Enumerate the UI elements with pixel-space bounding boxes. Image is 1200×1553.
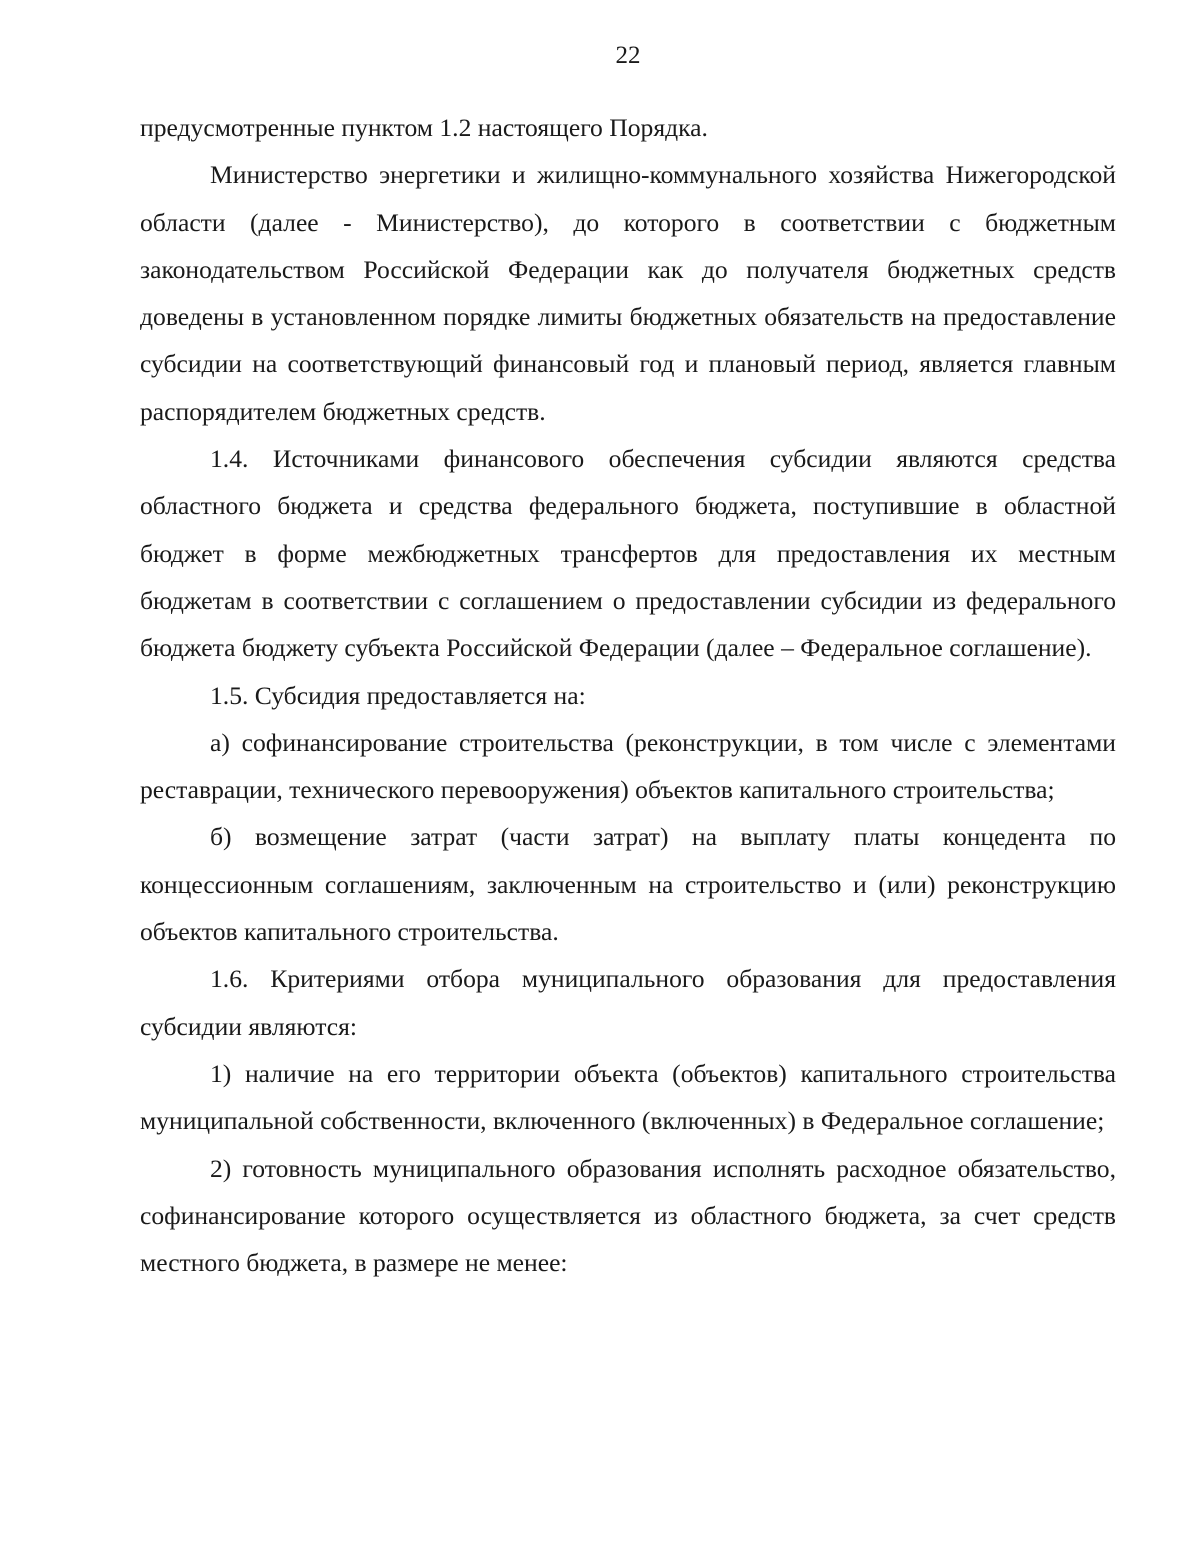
paragraph-1-6-2: 2) готовность муниципального образования исполнять расходное обязательство, софинансирование которого осуществляется из областного бюджета, за счет средств местного бюджета, в размере не менее: (140, 1153, 1116, 1278)
paragraph-1-5-a: а) софинансирование строительства (реконструкции, в том числе с элементами реставрации, технического перевооружения) объектов капитального строительства; (140, 727, 1116, 805)
paragraph-1-6-1: 1) наличие на его территории объекта (объектов) капитального строительства муниципальной собственности, включенного (включенных) в Федеральное соглашение; (140, 1058, 1116, 1136)
paragraph-continuation: предусмотренные пунктом 1.2 настоящего Порядка. (140, 113, 708, 142)
paragraph-1-5-b: б) возмещение затрат (части затрат) на выплату платы концедента по концессионным соглашениям, заключенным на строительство и (или) реконструкцию объектов капитального строительства. (140, 822, 1116, 947)
paragraph-1-4: 1.4. Источниками финансового обеспечения субсидии являются средства областного бюджета и средства федерального бюджета, поступившие в областной бюджет в форме межбюджетных трансфертов для предоставления их местным бюджетам в соответствии с соглашением о предоставлении субсидии из федерального бюджета бюджету субъекта Российской Федерации (далее – Федеральное соглашение). (140, 444, 1116, 663)
paragraph-ministry: Министерство энергетики и жилищно-коммунального хозяйства Нижегородской области (далее - Министерство), до которого в соответствии с бюджетным законодательством Российской Федерации как до получателя бюджетных средств доведены в установленном порядке лимиты бюджетных обязательств на предоставление субсидии на соответствующий финансовый год и плановый период, является главным распорядителем бюджетных средств. (140, 160, 1116, 426)
paragraph-1-5: 1.5. Субсидия предоставляется на: (210, 680, 586, 710)
paragraph-1-6: 1.6. Критериями отбора муниципального образования для предоставления субсидии являются: (140, 964, 1116, 1041)
document-body (140, 104, 1116, 1286)
page-number: 22 (615, 42, 641, 69)
